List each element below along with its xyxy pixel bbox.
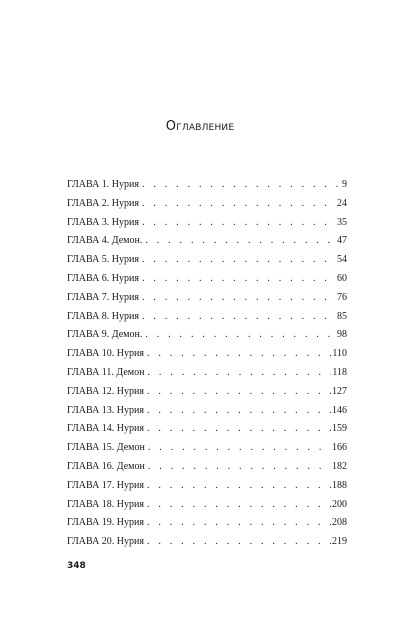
toc-entry: [67, 214, 347, 233]
toc-entry: [67, 420, 347, 439]
toc-entry-page: 24: [337, 197, 347, 209]
toc-entry-page: 35: [337, 216, 347, 228]
toc-entry-page: 127: [332, 385, 347, 397]
toc-entry: [67, 326, 347, 345]
toc-entry-label: ГЛАВА 15. Демон: [67, 442, 145, 454]
toc-dot-leader: [144, 383, 331, 402]
toc-entry: [67, 289, 347, 308]
toc-dot-leader: [142, 232, 336, 251]
toc-dot-leader: [139, 195, 336, 214]
toc-entry-page: 85: [337, 310, 347, 322]
toc-entry-label: ГЛАВА 7. Нурия: [67, 291, 139, 303]
toc-entry-label: ГЛАВА 5. Нурия: [67, 254, 139, 266]
toc-dot-leader: [144, 496, 331, 515]
toc-entry-label: ГЛАВА 3. Нурия: [67, 216, 139, 228]
toc-entry: [67, 270, 347, 289]
toc-entry-label: ГЛАВА 19. Нурия: [67, 517, 144, 529]
toc-entry: [67, 364, 347, 383]
toc-entry-label: ГЛАВА 17. Нурия: [67, 479, 144, 491]
toc-entry-page: 166: [332, 442, 347, 454]
page-title: Оглавление: [165, 119, 235, 134]
toc-entry-label: ГЛАВА 12. Нурия: [67, 385, 144, 397]
toc-entry-label: ГЛАВА 16. Демон: [67, 460, 145, 472]
toc-entry-page: 47: [337, 235, 347, 247]
toc-entry: [67, 477, 347, 496]
toc-entry-label: ГЛАВА 2. Нурия: [67, 197, 139, 209]
toc-entry-page: 54: [337, 254, 347, 266]
page-number: 348: [67, 561, 86, 571]
toc-entry-label: ГЛАВА 20. Нурия: [67, 536, 144, 548]
toc-entry-label: ГЛАВА 8. Нурия: [67, 310, 139, 322]
toc-dot-leader: [144, 402, 331, 421]
toc-entry-page: 98: [337, 329, 347, 341]
toc-entry-page: 146: [332, 404, 347, 416]
toc-entry-page: 182: [332, 460, 347, 472]
toc-entry-label: ГЛАВА 18. Нурия: [67, 498, 144, 510]
toc-dot-leader: [144, 533, 331, 552]
toc-entry: [67, 458, 347, 477]
toc-dot-leader: [139, 251, 336, 270]
toc-entry-page: 9: [342, 179, 347, 190]
toc-dot-leader: [144, 420, 331, 439]
toc-dot-leader: [144, 514, 331, 533]
toc-entry-label: ГЛАВА 14. Нурия: [67, 423, 144, 435]
toc-entry: [67, 308, 347, 327]
toc-dot-leader: [139, 289, 336, 308]
toc-entry-page: 200: [332, 498, 347, 510]
toc-dot-leader: [139, 308, 336, 327]
toc-dot-leader: [145, 439, 331, 458]
toc-dot-leader: [145, 364, 332, 383]
toc-entry-page: 60: [337, 272, 347, 284]
toc-dot-leader: [144, 345, 331, 364]
toc-entry-label: ГЛАВА 6. Нурия: [67, 272, 139, 284]
toc-entry: [67, 514, 347, 533]
toc-dot-leader: [139, 270, 336, 289]
toc-entry: [67, 232, 347, 251]
toc-entry: [67, 533, 347, 552]
table-of-contents: [67, 176, 347, 552]
toc-entry-page: 188: [332, 479, 347, 491]
toc-entry-label: ГЛАВА 11. Демон: [67, 366, 145, 378]
toc-entry: [67, 439, 347, 458]
toc-entry-page: 159: [332, 423, 347, 435]
toc-dot-leader: [145, 458, 331, 477]
toc-entry: [67, 496, 347, 515]
toc-entry: [67, 345, 347, 364]
toc-entry-label: ГЛАВА 13. Нурия: [67, 404, 144, 416]
toc-entry-label: ГЛАВА 1. Нурия: [67, 179, 139, 190]
toc-dot-leader: [139, 214, 336, 233]
toc-entry-page: 110: [332, 348, 347, 360]
toc-entry: [67, 251, 347, 270]
toc-entry: [67, 402, 347, 421]
toc-dot-leader: [139, 176, 341, 195]
toc-dot-leader: [142, 326, 336, 345]
toc-entry: [67, 176, 347, 195]
toc-dot-leader: [144, 477, 331, 496]
toc-entry: [67, 195, 347, 214]
toc-entry: [67, 383, 347, 402]
toc-entry-page: 208: [332, 517, 347, 529]
toc-entry-label: ГЛАВА 10. Нурия: [67, 348, 144, 360]
toc-entry-label: ГЛАВА 9. Демон.: [67, 329, 143, 341]
toc-entry-page: 76: [337, 291, 347, 303]
toc-entry-page: 219: [332, 536, 347, 548]
toc-entry-label: ГЛАВА 4. Демон.: [67, 235, 143, 247]
toc-entry-page: 118: [332, 366, 347, 378]
